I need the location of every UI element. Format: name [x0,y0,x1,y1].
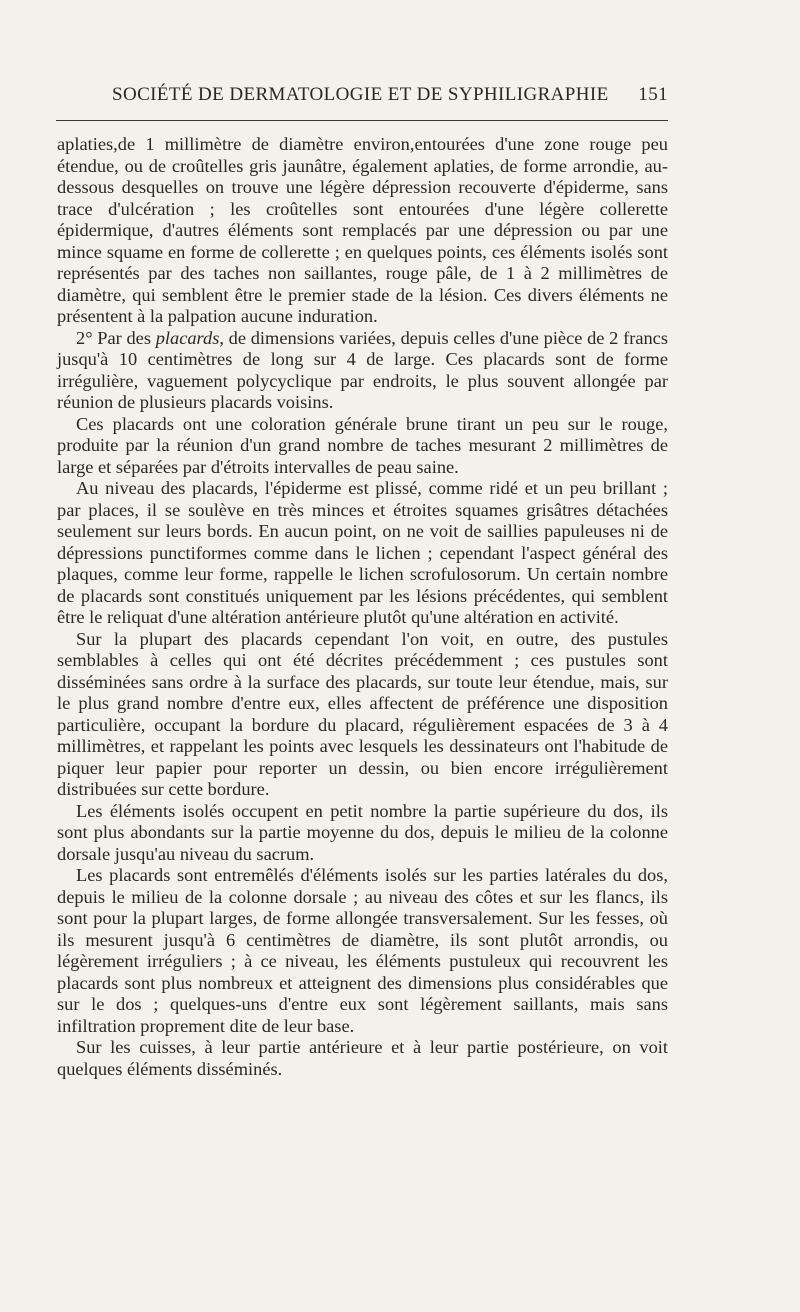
running-header [112,84,668,106]
paragraph: Sur les cuisses, à leur partie antérieure et à leur partie postérieure, on voit quelques éléments disséminés. [57,1037,668,1079]
page-number: 151 [638,84,668,105]
paragraph [57,328,668,414]
paragraph: Ces placards ont une coloration générale brune tirant un peu sur le rouge, produite par la réunion d'un grand nombre de taches mesurant 2 millimètres de large et séparées par d'étroits intervalles de peau saine. [57,413,668,477]
paragraph-text: , de dimensions variées, depuis celles d'une pièce de 2 francs jusqu'à 10 centimètres de long sur 4 de large. Ces placards sont de forme irrégulière, vaguement polycyclique par endroits, le plus souvent allongée par réunion de plusieurs placards voisins. [57,327,668,412]
paragraph: Au niveau des placards, l'épiderme est plissé, comme ridé et un peu brillant ; par places, il se soulève en très minces et étroites squames grisâtres détachées seulement sur leurs bords. En aucun point, on ne voit de saillies papuleuses ni de dépressions punctiformes comme dans le lichen ; cependant l'aspect général des plaques, comme leur forme, rappelle le lichen scrofulosorum. Un certain nombre de placards sont constitués uniquement par les lésions précédentes, qui semblent être le reliquat d'une altération antérieure plutôt qu'une altération en activité. [57,478,668,627]
body-text [57,134,668,1080]
paragraph: Sur la plupart des placards cependant l'on voit, en outre, des pustules semblables à celles qui ont été décrites précédemment ; ces pustules sont disséminées sans ordre à la surface des placards, sur toute leur étendue, mais, sur le plus grand nombre d'entre eux, elles affectent de préférence une disposition particulière, occupant la bordure du placard, régulièrement espacées de 3 à 4 millimètres, et rappelant les points avec lesquels les dessinateurs ont l'habitude de piquer leur papier pour reporter un dessin, ou bien encore irrégulièrement distribuées sur cette bordure. [57,628,668,799]
paragraph-lead: 2° Par des [76,327,156,348]
header-rule [56,120,668,121]
paragraph: Les placards sont entremêlés d'éléments isolés sur les parties latérales du dos, depuis le milieu de la colonne dorsale ; au niveau des côtes et sur les flancs, ils sont pour la plupart larges, de forme allongée transversalement. Sur les fesses, où ils mesurent jusqu'à 6 centimètres de diamètre, ils sont plutôt arrondis, ou légèrement irréguliers ; à ce niveau, les éléments pustuleux qui recouvrent les placards sont plus nombreux et atteignent des dimensions plus considérables que sur le dos ; quelques-uns d'entre eux sont légèrement saillants, mais sans infiltration proprement dite de leur base. [57,865,668,1036]
paragraph: Les éléments isolés occupent en petit nombre la partie supérieure du dos, ils sont plus abondants sur la partie moyenne du dos, depuis le milieu de la colonne dorsale jusqu'au niveau du sacrum. [57,800,668,864]
paragraph-emphasis: placards [155,327,220,348]
running-title: SOCIÉTÉ DE DERMATOLOGIE ET DE SYPHILIGRAPHIE [112,84,609,105]
paragraph: aplaties,de 1 millimètre de diamètre environ,entourées d'une zone rouge peu étendue, ou de croûtelles gris jaunâtre, également aplaties, de forme arrondie, au-dessous desquelles on trouve une légère dépression recouverte d'épiderme, sans trace d'ulcération ; les croûtelles sont entourées d'une légère collerette épidermique, d'autres éléments sont remplacés par une dépression ou par une mince squame en forme de collerette ; en quelques points, ces éléments isolés sont représentés par des taches non saillantes, rouge pâle, de 1 à 2 millimètres de diamètre, qui semblent être le premier stade de la lésion. Ces divers éléments ne présentent à la palpation aucune induration. [57,134,668,326]
